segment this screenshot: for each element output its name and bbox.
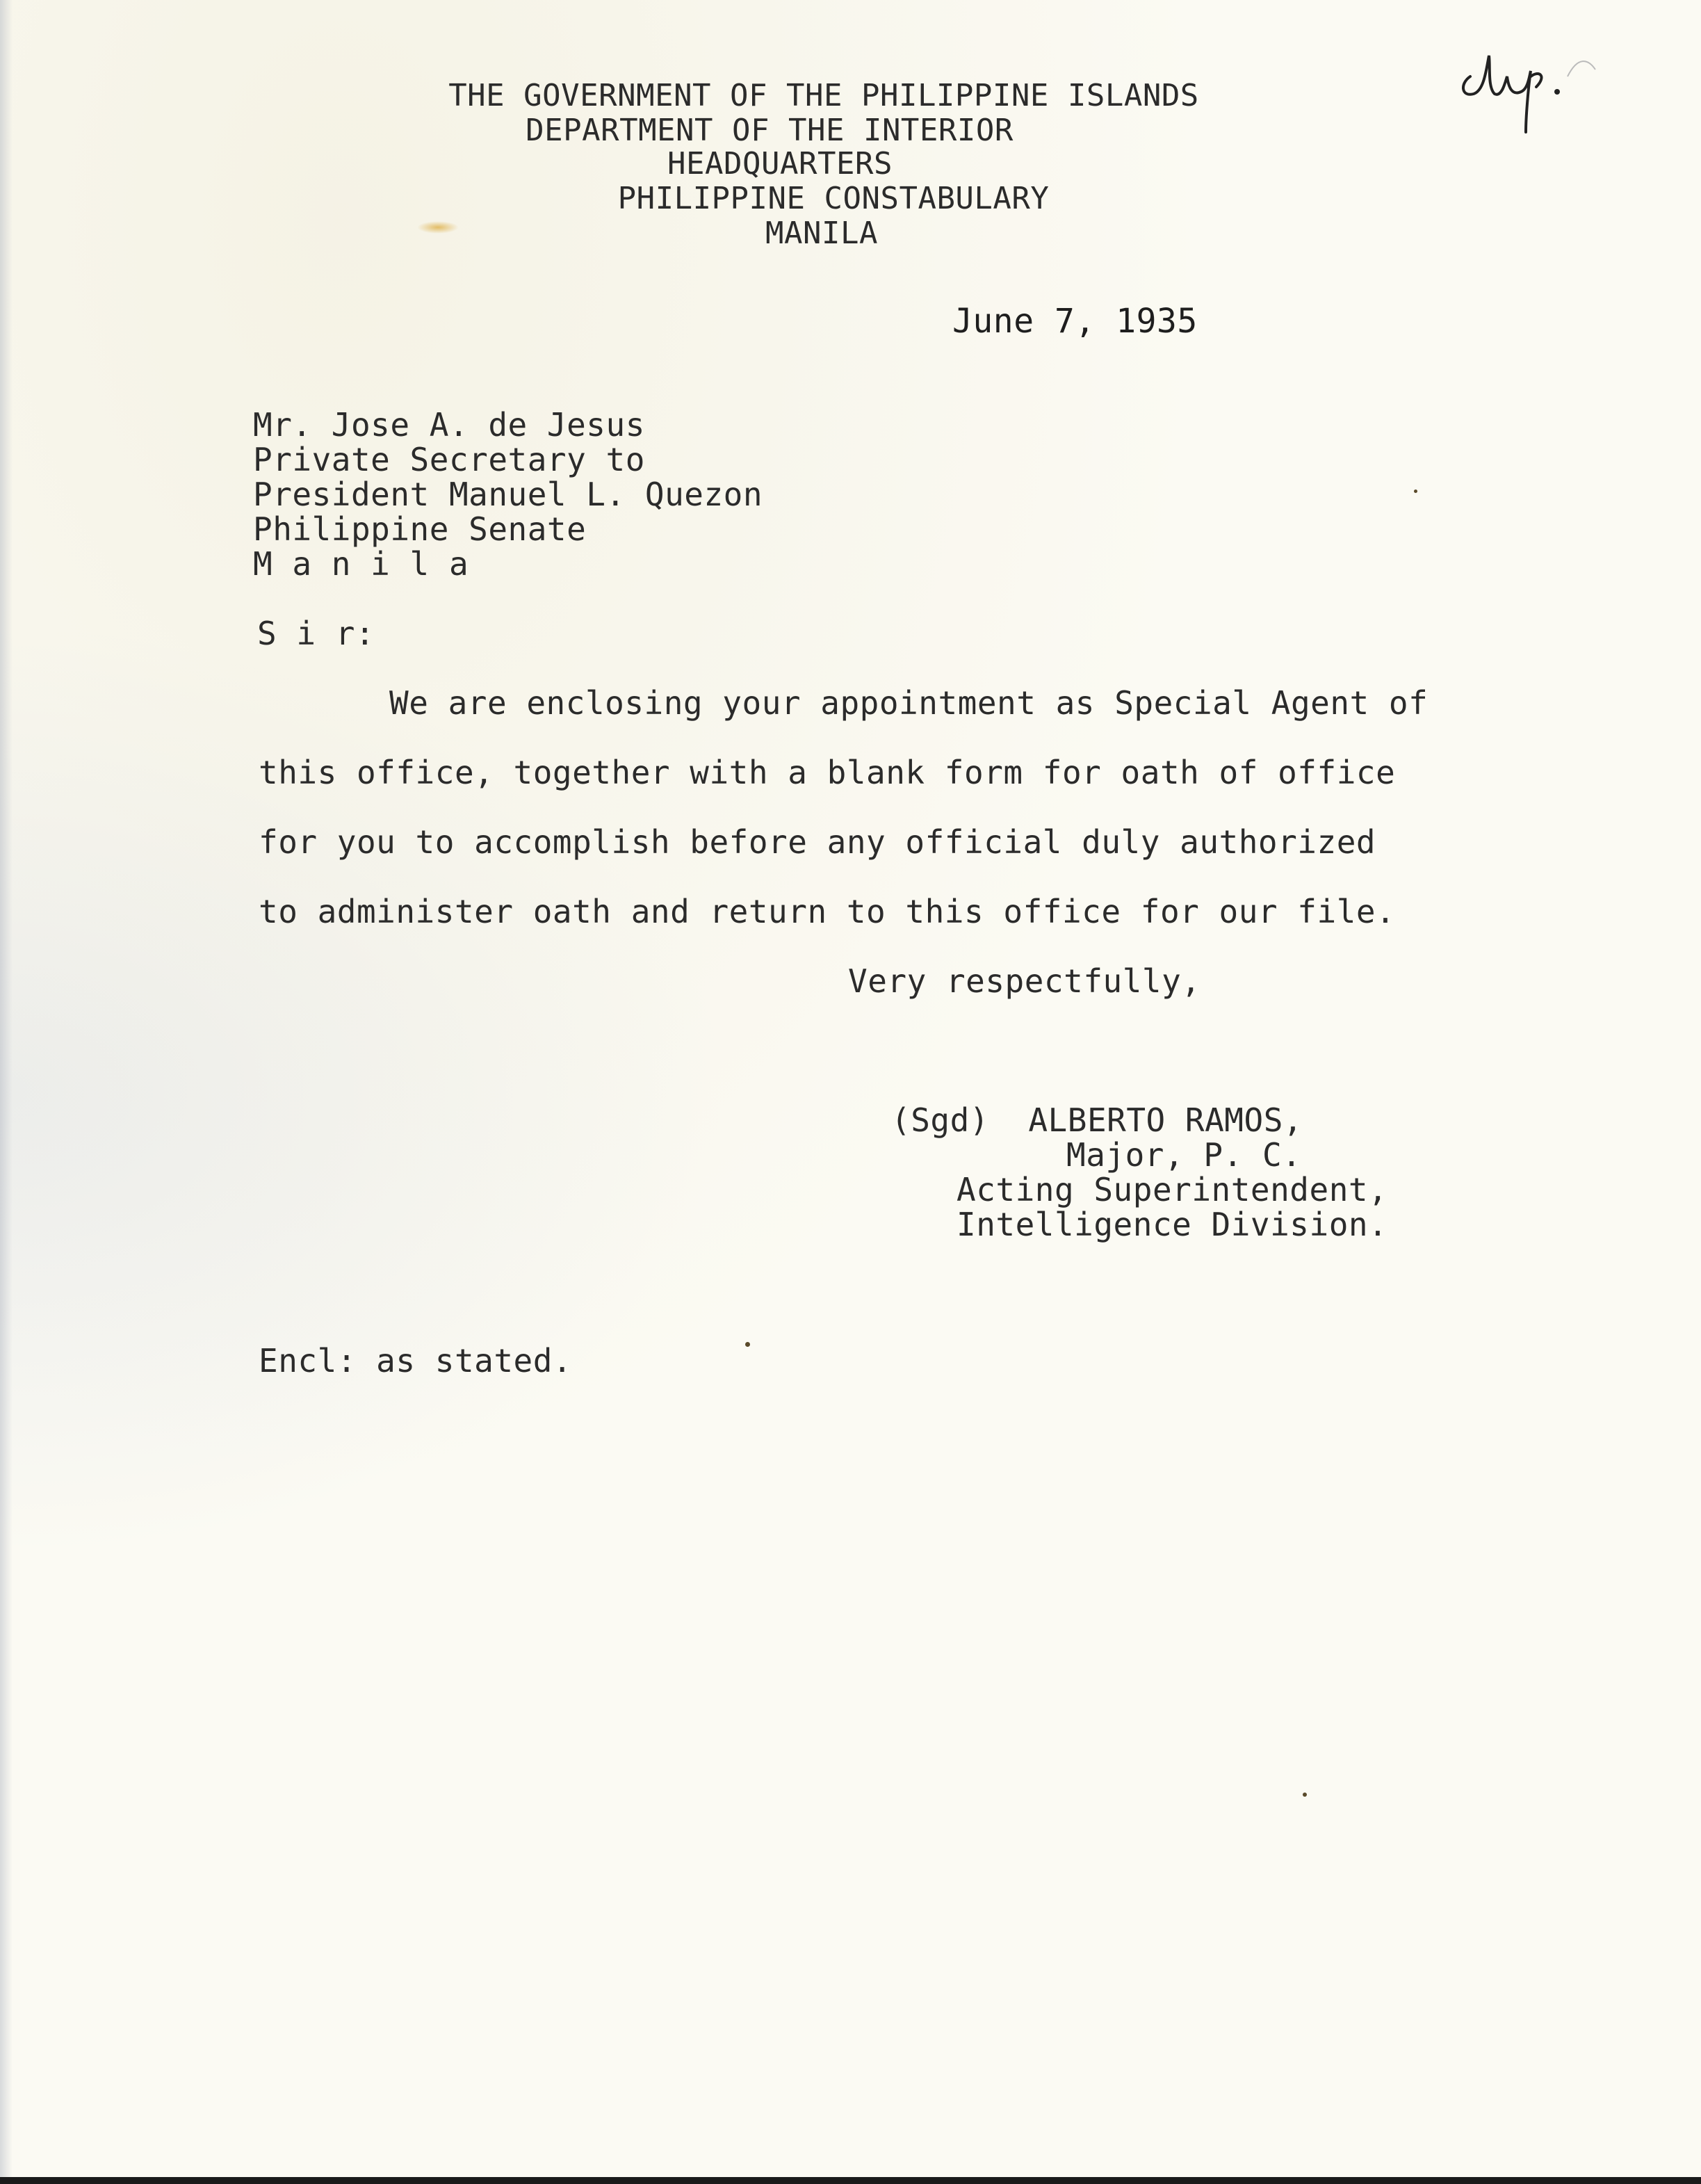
recipient-name: Mr. Jose A. de Jesus [253, 406, 645, 444]
letterhead-line-constabulary: PHILIPPINE CONSTABULARY [617, 181, 1050, 216]
letterhead-line-department: DEPARTMENT OF THE INTERIOR [526, 113, 1014, 148]
letter-date: June 7, 1935 [952, 302, 1198, 341]
scan-edge-shadow [0, 0, 13, 2184]
enclosure-note: Encl: as stated. [259, 1342, 573, 1380]
closing: Very respectfully, [848, 962, 1201, 1000]
signature-position: Acting Superintendent, [957, 1171, 1388, 1208]
body-line-2: this office, together with a blank form for oath of office [259, 754, 1396, 791]
ink-speck [1303, 1793, 1307, 1797]
body-line-1: We are enclosing your appointment as Special Agent of [389, 684, 1429, 722]
salutation: S i r: [257, 615, 375, 652]
recipient-org: Philippine Senate [253, 510, 587, 548]
letterhead-line-government: THE GOVERNMENT OF THE PHILIPPINE ISLANDS [448, 78, 1199, 113]
recipient-title: Private Secretary to [253, 441, 645, 478]
scan-bottom-edge [0, 2177, 1701, 2184]
body-line-3: for you to accomplish before any official duly authorized [259, 823, 1376, 861]
recipient-city: M a n i l a [253, 545, 469, 583]
signature-rank: Major, P. C. [1066, 1136, 1302, 1174]
letterhead-line-headquarters: HEADQUARTERS [667, 146, 893, 181]
body-line-4: to administer oath and return to this office for our file. [259, 893, 1396, 930]
letterhead-line-city: MANILA [765, 216, 878, 251]
signature-name: (Sgd) ALBERTO RAMOS, [891, 1101, 1303, 1139]
ink-speck [745, 1342, 750, 1347]
recipient-title-2: President Manuel L. Quezon [253, 476, 763, 513]
ink-speck [1414, 490, 1417, 493]
signature-division: Intelligence Division. [957, 1206, 1388, 1243]
